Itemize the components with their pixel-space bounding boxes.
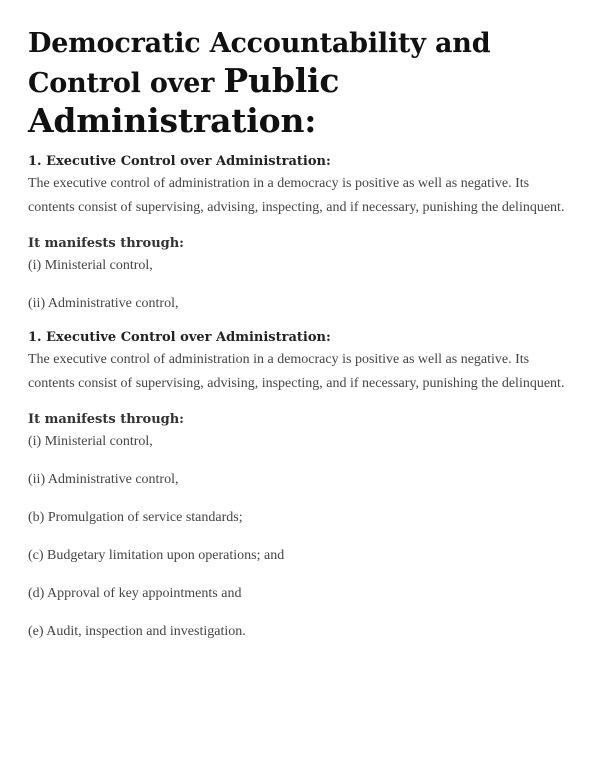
- list-item: (i) Ministerial control,: [28, 258, 153, 273]
- title-line-2b: Public: [223, 61, 340, 100]
- manifest-label: It manifests through:: [28, 236, 184, 251]
- list-item: (d) Approval of key appointments and: [28, 586, 242, 601]
- list-item: (e) Audit, inspection and investigation.: [28, 624, 246, 639]
- section-heading: 1. Executive Control over Administration:: [28, 154, 331, 169]
- section-body: The executive control of administration in a democracy is positive as well as negative. Its contents consist of supervising, advising, inspecting, and if necessary, punishing the delinquent.: [28, 352, 565, 391]
- list-item: (ii) Administrative control,: [28, 472, 179, 487]
- list-item: (i) Ministerial control,: [28, 434, 153, 449]
- title-line-1: Democratic Accountability and: [28, 28, 491, 59]
- document-page: [28, 26, 576, 642]
- section-body: The executive control of administration in a democracy is positive as well as negative. Its contents consist of supervising, advising, inspecting, and if necessary, punishing the delinquent.: [28, 176, 565, 215]
- list-item: (c) Budgetary limitation upon operations; and: [28, 548, 285, 563]
- manifest-label: It manifests through:: [28, 412, 184, 427]
- section-executive-control-2: [28, 328, 576, 642]
- list-item: (ii) Administrative control,: [28, 296, 179, 311]
- list-item: (b) Promulgation of service standards;: [28, 510, 243, 525]
- title-line-3: Administration:: [28, 101, 317, 140]
- section-executive-control-1: [28, 152, 576, 314]
- section-heading: 1. Executive Control over Administration:: [28, 330, 331, 345]
- title-line-2a: Control over: [28, 68, 224, 99]
- page-title: [28, 26, 576, 140]
